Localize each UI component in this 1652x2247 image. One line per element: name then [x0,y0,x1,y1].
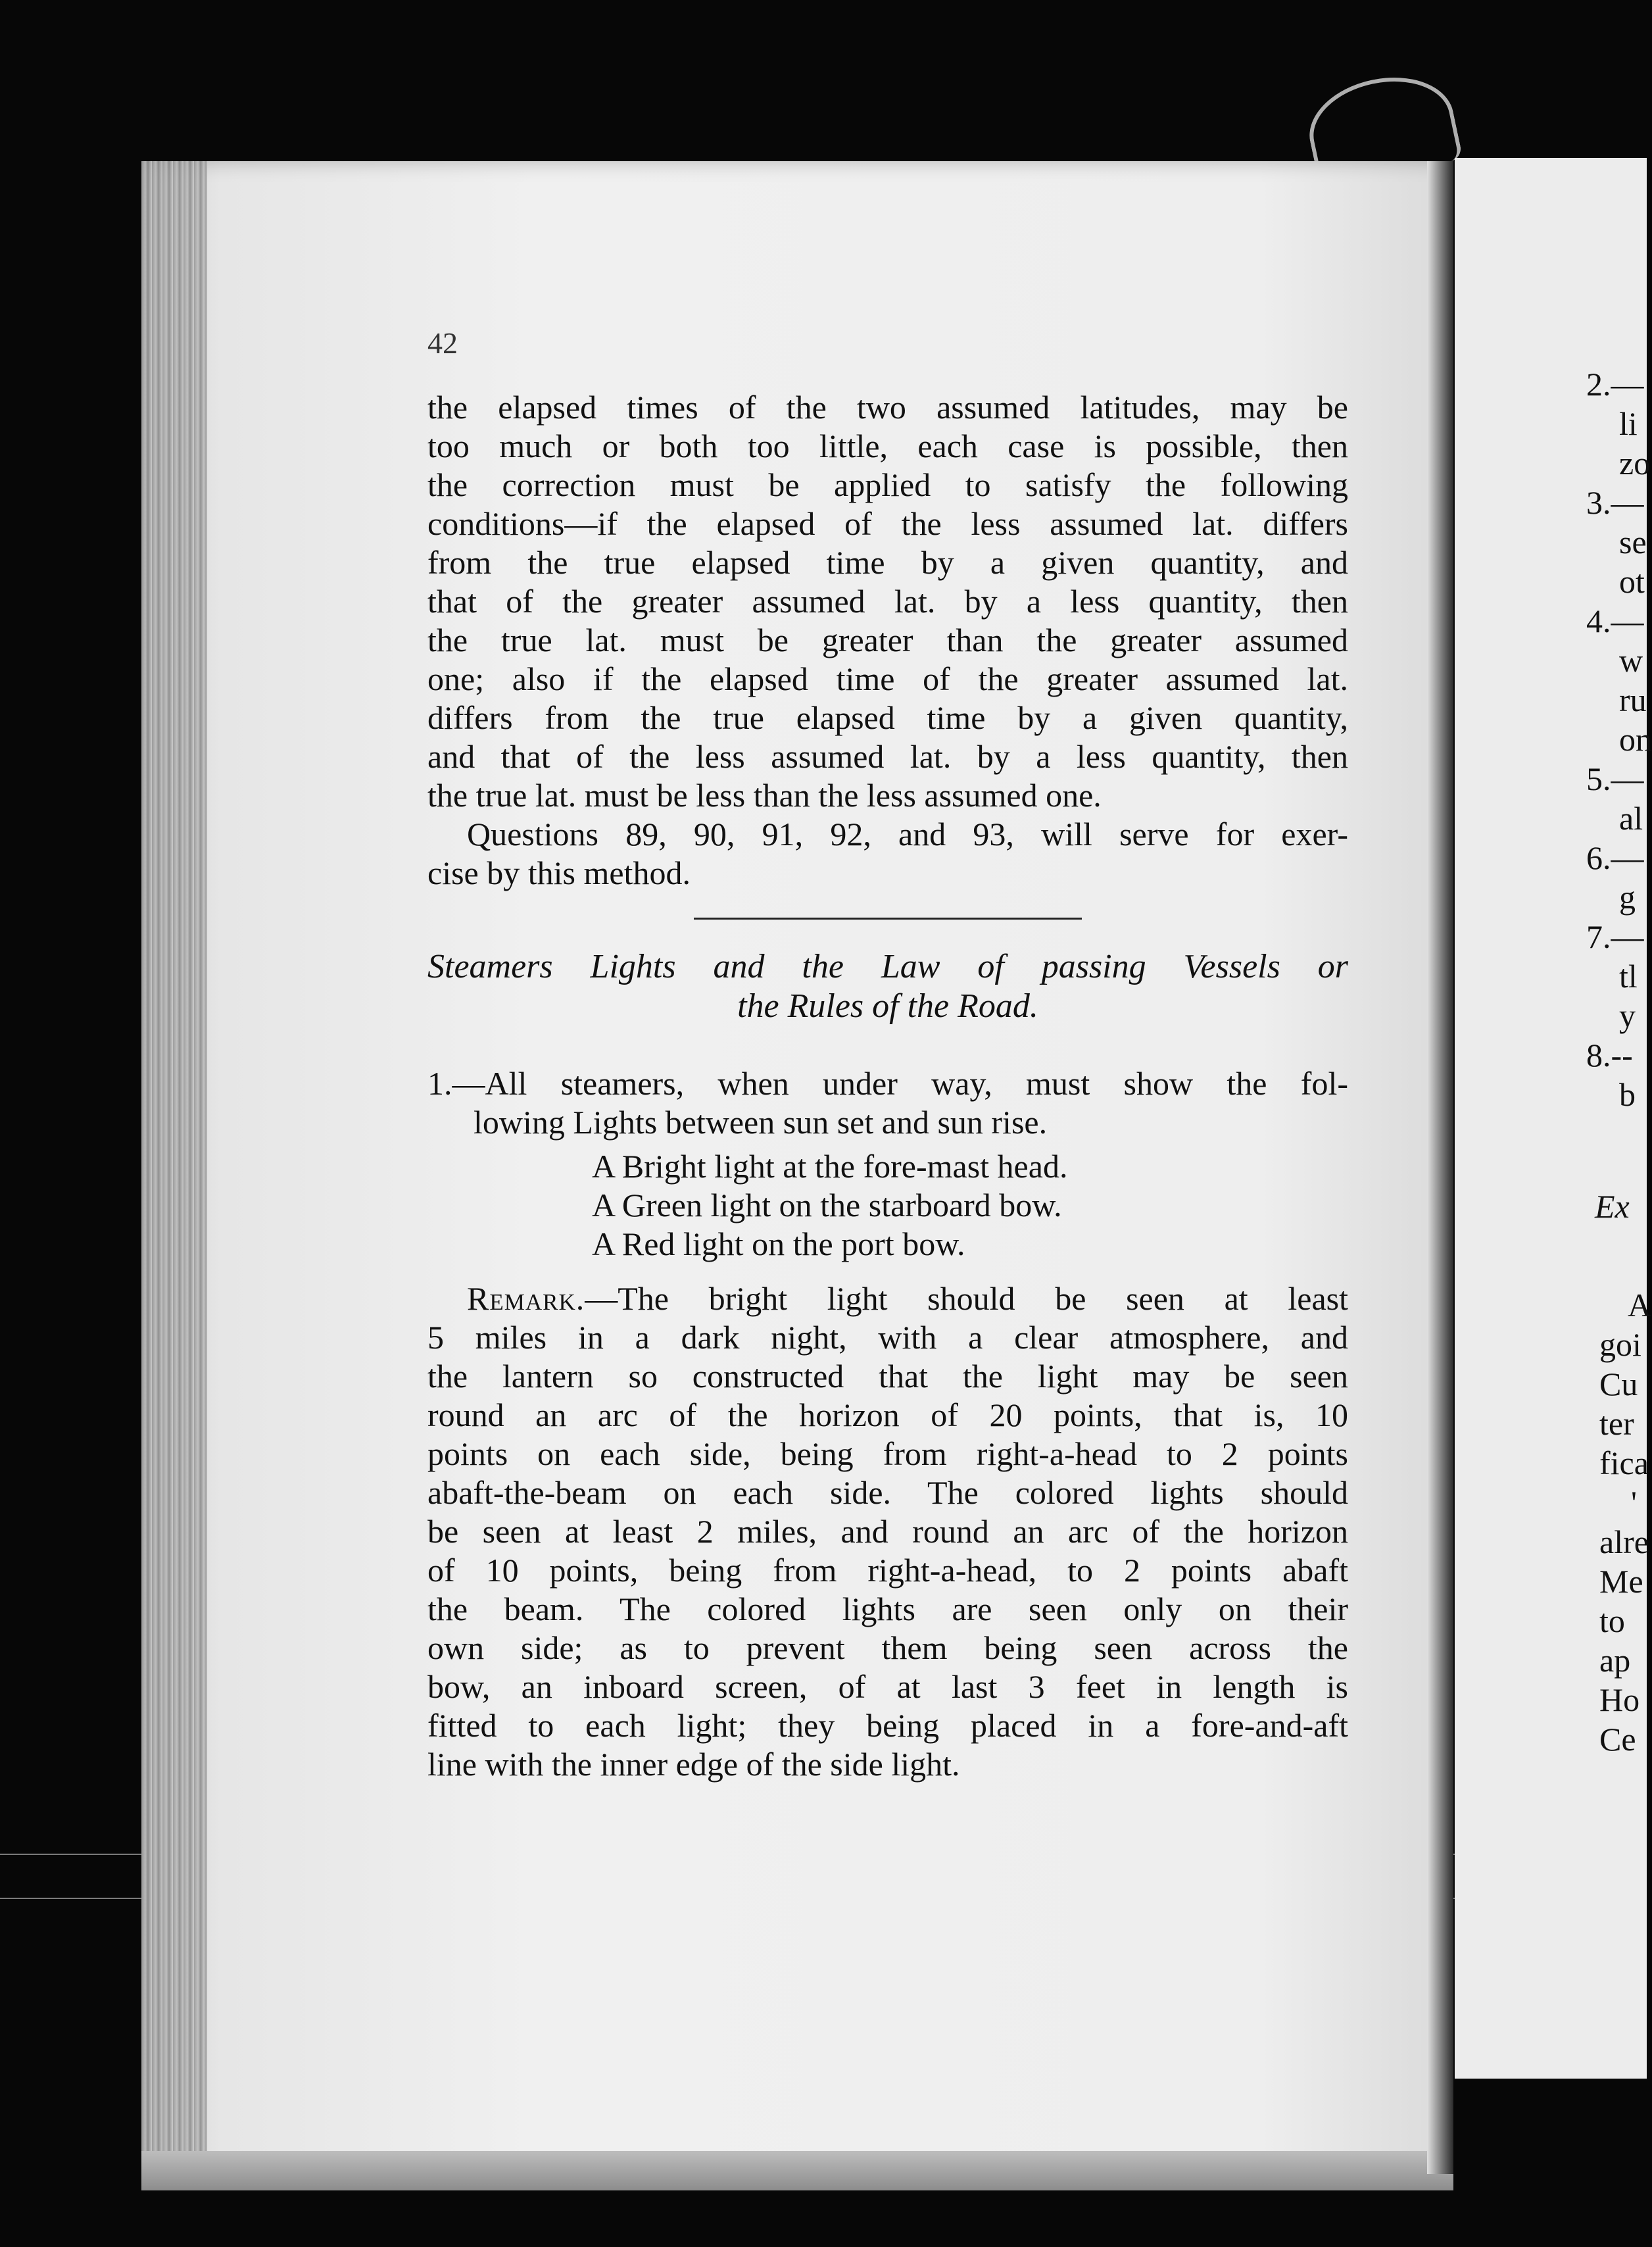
text-line: the beam. The colored lights are seen only on their [427,1591,1348,1627]
text-line: the lantern so constructed that the light may be seen [427,1358,1348,1395]
opening-paragraph [427,388,1348,815]
text-line: from the true elapsed time by a given quantity, and [427,544,1348,581]
right-fragment: 2.— [1586,366,1644,403]
right-fragment: w [1619,642,1643,679]
right-fragment: g [1619,879,1636,916]
right-fragment: Me [1599,1563,1643,1600]
text-line: 5 miles in a dark night, with a clear atmosphere, and [427,1319,1348,1356]
right-fragment: 6.— [1586,839,1644,876]
section-divider [694,918,1082,920]
right-fragment: 7.— [1586,918,1644,955]
text-line: abaft-the-beam on each side. The colored lights should [427,1474,1348,1511]
right-fragment: on [1619,721,1652,758]
text-line: be seen at least 2 miles, and round an arc of the horizon [427,1513,1348,1550]
right-fragment: Ex [1595,1188,1630,1225]
text-line: the elapsed times of the two assumed latitudes, may be [427,389,1348,426]
text-line: lowing Lights between sun set and sun rise. [474,1104,1048,1141]
text-line: the correction must be applied to satisfy the following [427,466,1348,503]
right-fragment: ter [1599,1405,1634,1442]
light-item: A Red light on the port bow. [592,1225,965,1262]
text-line: own side; as to prevent them being seen across the [427,1629,1348,1666]
rule-1 [427,1064,1348,1142]
lights-list [427,1147,1348,1264]
book-gutter [1427,161,1453,2174]
remark-paragraph [427,1279,1348,1784]
page-body [427,388,1348,1784]
right-fragment: Ce [1599,1721,1636,1758]
right-fragment: ap [1599,1642,1631,1679]
page-bottom-edge [141,2151,1453,2190]
right-fragment: to [1599,1602,1625,1639]
text-line: round an arc of the horizon of 20 points, that is, 10 [427,1396,1348,1433]
text-line: cise by this method. [427,854,691,891]
right-fragment: tl [1619,958,1638,995]
right-fragment: 5.— [1586,760,1644,797]
text-line: the true lat. must be greater than the greater assumed [427,622,1348,658]
text-line: of 10 points, being from right-a-head, to 2 points abaft [427,1552,1348,1589]
right-fragment: ot [1619,563,1645,600]
text-line [427,1279,1348,1318]
right-fragment: Ho [1599,1681,1640,1718]
text-line: differs from the true elapsed time by a given quantity, [427,699,1348,736]
text-line: that of the greater assumed lat. by a less quantity, then [427,583,1348,620]
text-line: conditions—if the elapsed of the less assumed lat. differs [427,505,1348,542]
right-fragment: al [1619,800,1643,837]
text-line: Questions 89, 90, 91, 92, and 93, will serve for exer- [467,816,1348,852]
right-fragment: b [1619,1076,1636,1113]
text-line: one; also if the elapsed time of the greater assumed lat. [427,660,1348,697]
text-line: bow, an inboard screen, of at last 3 feet in length is [427,1668,1348,1705]
questions-paragraph [427,815,1348,893]
right-page [1455,158,1647,2079]
text-line: and that of the less assumed lat. by a less quantity, then [427,738,1348,775]
right-fragment: li [1619,405,1638,442]
right-fragment: 4.— [1586,603,1644,639]
text-line: 1.—All steamers, when under way, must show the fol- [427,1065,1348,1102]
heading-line: Steamers Lights and the Law of passing Vessels or [427,948,1348,985]
text-line: line with the inner edge of the side light. [427,1746,960,1783]
text-line: points on each side, being from right-a-head to 2 points [427,1435,1348,1472]
right-fragment: y [1619,997,1636,1034]
remark-text: —The bright light should be seen at least [585,1280,1348,1317]
right-fragment: ru [1619,681,1647,718]
right-fragment: ' [1631,1484,1638,1521]
right-fragment: 8.-- [1586,1037,1633,1074]
right-fragment: fica [1599,1444,1649,1481]
right-fragment: Cu [1599,1366,1638,1402]
right-fragment: zo [1619,445,1651,482]
page-number: 42 [427,326,458,360]
heading-line: the Rules of the Road. [737,987,1038,1025]
text-line: the true lat. must be less than the less assumed one. [427,777,1102,814]
section-heading [427,947,1348,1026]
light-item: A Bright light at the fore-mast head. [592,1148,1068,1185]
remark-label: Remark. [467,1280,585,1317]
light-item: A Green light on the starboard bow. [592,1187,1062,1223]
text-line: too much or both too little, each case is possible, then [427,428,1348,464]
right-fragment: goi [1599,1326,1641,1363]
page-edges [141,161,207,2174]
right-fragment: se [1619,524,1647,560]
right-fragment: A [1628,1287,1652,1323]
right-fragment: alre [1599,1523,1649,1560]
right-fragment: 3.— [1586,484,1644,521]
text-line: fitted to each light; they being placed in a fore-and-aft [427,1707,1348,1744]
